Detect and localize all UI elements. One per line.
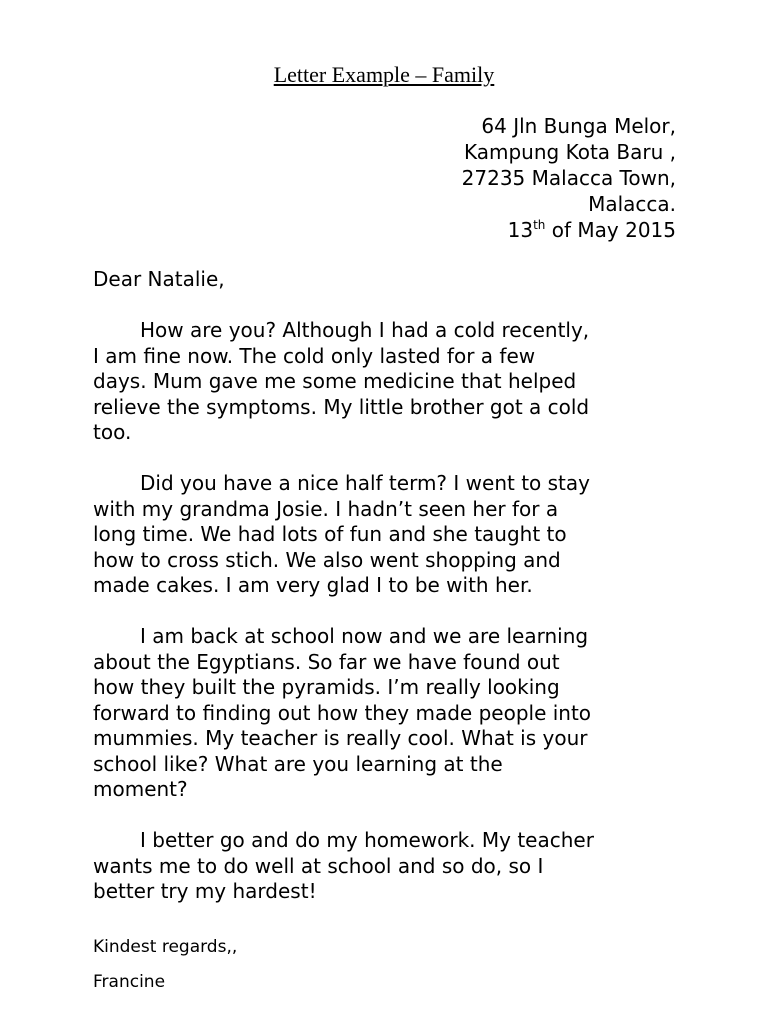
signature: Francine — [93, 972, 166, 992]
paragraph-1 — [93, 318, 693, 446]
paragraph-2 — [93, 471, 693, 599]
paragraph-line: with my grandma Josie. I hadn’t seen her for a — [93, 496, 559, 521]
closing: Kindest regards,, — [93, 937, 238, 957]
paragraph-line: too. — [93, 420, 132, 444]
address-line-3: 27235 Malacca Town, — [461, 166, 676, 190]
letter-date — [462, 217, 676, 243]
paragraph-line: made cakes. I am very glad I to be with her. — [93, 573, 533, 597]
paragraph-line: how they built the pyramids. I’m really looking — [93, 675, 560, 699]
paragraph-3 — [93, 624, 693, 803]
paragraph-line: school like? What are you learning at the — [93, 751, 503, 776]
paragraph-4 — [93, 828, 693, 905]
paragraph-line: How are you? Although I had a cold recently, — [140, 318, 590, 342]
paragraph-line: about the Egyptians. So far we have found out — [93, 649, 560, 674]
paragraph-line: mummies. My teacher is really cool. What is your — [93, 726, 588, 750]
paragraph-line: long time. We had lots of fun and she taught to — [93, 522, 567, 546]
paragraph-line: days. Mum gave me some medicine that helped — [93, 369, 577, 393]
paragraph-line: Did you have a nice half term? I went to stay — [140, 471, 590, 495]
date-day: 13 — [507, 218, 534, 242]
paragraph-line: wants me to do well at school and so do, so I — [93, 853, 544, 878]
letter-body — [93, 267, 693, 930]
paragraph-line: I better go and do my homework. My teacher — [140, 828, 594, 852]
address-line-4: Malacca. — [588, 192, 676, 216]
paragraph-line: better try my hardest! — [93, 879, 317, 903]
salutation: Dear Natalie, — [93, 267, 225, 291]
paragraph-line: how to cross stich. We also went shopping and — [93, 547, 561, 572]
paragraph-line: I am back at school now and we are learning — [140, 624, 589, 648]
document-title: Letter Example – Family — [273, 62, 495, 87]
paragraph-line: moment? — [93, 777, 188, 801]
paragraph-line: relieve the symptoms. My little brother got a cold — [93, 394, 590, 419]
sender-address — [462, 113, 676, 243]
paragraph-line: I am fine now. The cold only lasted for a few — [93, 343, 536, 368]
address-line-2: Kampung Kota Baru , — [463, 140, 676, 164]
date-rest: of May 2015 — [545, 218, 676, 242]
address-line-1: 64 Jln Bunga Melor, — [481, 114, 676, 138]
date-suffix: th — [533, 218, 546, 232]
paragraph-line: forward to finding out how they made people into — [93, 700, 592, 725]
